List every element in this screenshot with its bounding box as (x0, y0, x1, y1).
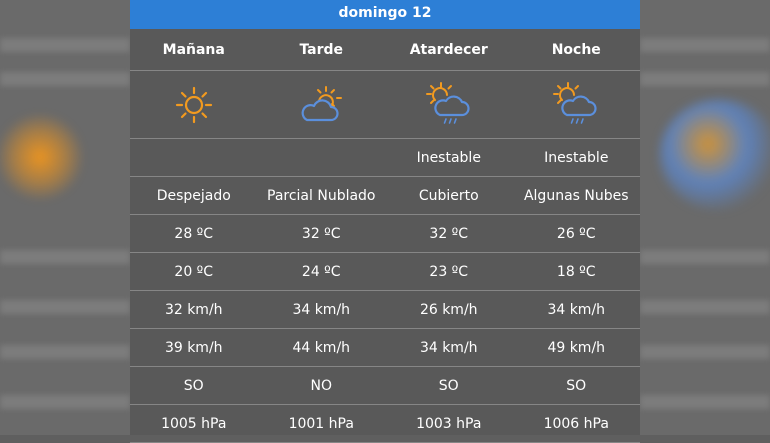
sky-condition: Despejado (156, 187, 231, 204)
temp-min: 24 ºC (301, 263, 341, 280)
gust-row (130, 329, 640, 367)
weather-icon-cell (513, 71, 641, 138)
weather-icon-cell (385, 71, 513, 138)
wind-gust: 39 km/h (164, 339, 223, 356)
forecast-panel (130, 0, 640, 435)
blurred-background-right (640, 0, 770, 435)
wind-speed: 34 km/h (547, 301, 606, 318)
wind-speed: 32 km/h (164, 301, 223, 318)
sun-icon (174, 85, 214, 125)
direction-row (130, 367, 640, 405)
period-name: Mañana (162, 41, 225, 58)
sun-cloud-rain-icon (552, 82, 600, 128)
temp-min-row (130, 253, 640, 291)
weather-icons-row (130, 71, 640, 139)
period-name: Atardecer (409, 41, 488, 58)
temp-max: 28 ºC (174, 225, 214, 242)
pressure: 1003 hPa (416, 415, 482, 432)
sky-condition: Cubierto (418, 187, 479, 204)
wind-direction: NO (310, 377, 332, 394)
temp-min: 23 ºC (429, 263, 469, 280)
wind-direction: SO (438, 377, 459, 394)
sky-row (130, 177, 640, 215)
weather-icon-cell (258, 71, 386, 138)
sun-cloud-rain-icon (425, 82, 473, 128)
sky-condition: Algunas Nubes (523, 187, 629, 204)
wind-speed: 26 km/h (419, 301, 478, 318)
wind-gust: 44 km/h (292, 339, 351, 356)
warning-text: Inestable (416, 149, 481, 166)
warning-text (258, 139, 386, 176)
period-name: Noche (551, 41, 601, 58)
temp-min: 20 ºC (174, 263, 214, 280)
warning-text: Inestable (544, 149, 609, 166)
pressure-row (130, 405, 640, 443)
wind-speed: 34 km/h (292, 301, 351, 318)
day-header: domingo 12 (130, 0, 640, 29)
sky-condition: Parcial Nublado (267, 187, 376, 204)
wind-row (130, 291, 640, 329)
warning-text (130, 139, 258, 176)
wind-direction: SO (566, 377, 587, 394)
temp-max-row (130, 215, 640, 253)
temp-max: 32 ºC (429, 225, 469, 242)
temp-min: 18 ºC (556, 263, 596, 280)
pressure: 1001 hPa (288, 415, 354, 432)
pressure: 1005 hPa (161, 415, 227, 432)
period-headers-row (130, 29, 640, 71)
blurred-background-left (0, 0, 130, 435)
warning-row (130, 139, 640, 177)
sun-cloud-icon (297, 85, 345, 125)
temp-max: 32 ºC (301, 225, 341, 242)
wind-gust: 34 km/h (419, 339, 478, 356)
period-name: Tarde (299, 41, 344, 58)
wind-direction: SO (183, 377, 204, 394)
temp-max: 26 ºC (556, 225, 596, 242)
weather-icon-cell (130, 71, 258, 138)
pressure: 1006 hPa (543, 415, 609, 432)
wind-gust: 49 km/h (547, 339, 606, 356)
